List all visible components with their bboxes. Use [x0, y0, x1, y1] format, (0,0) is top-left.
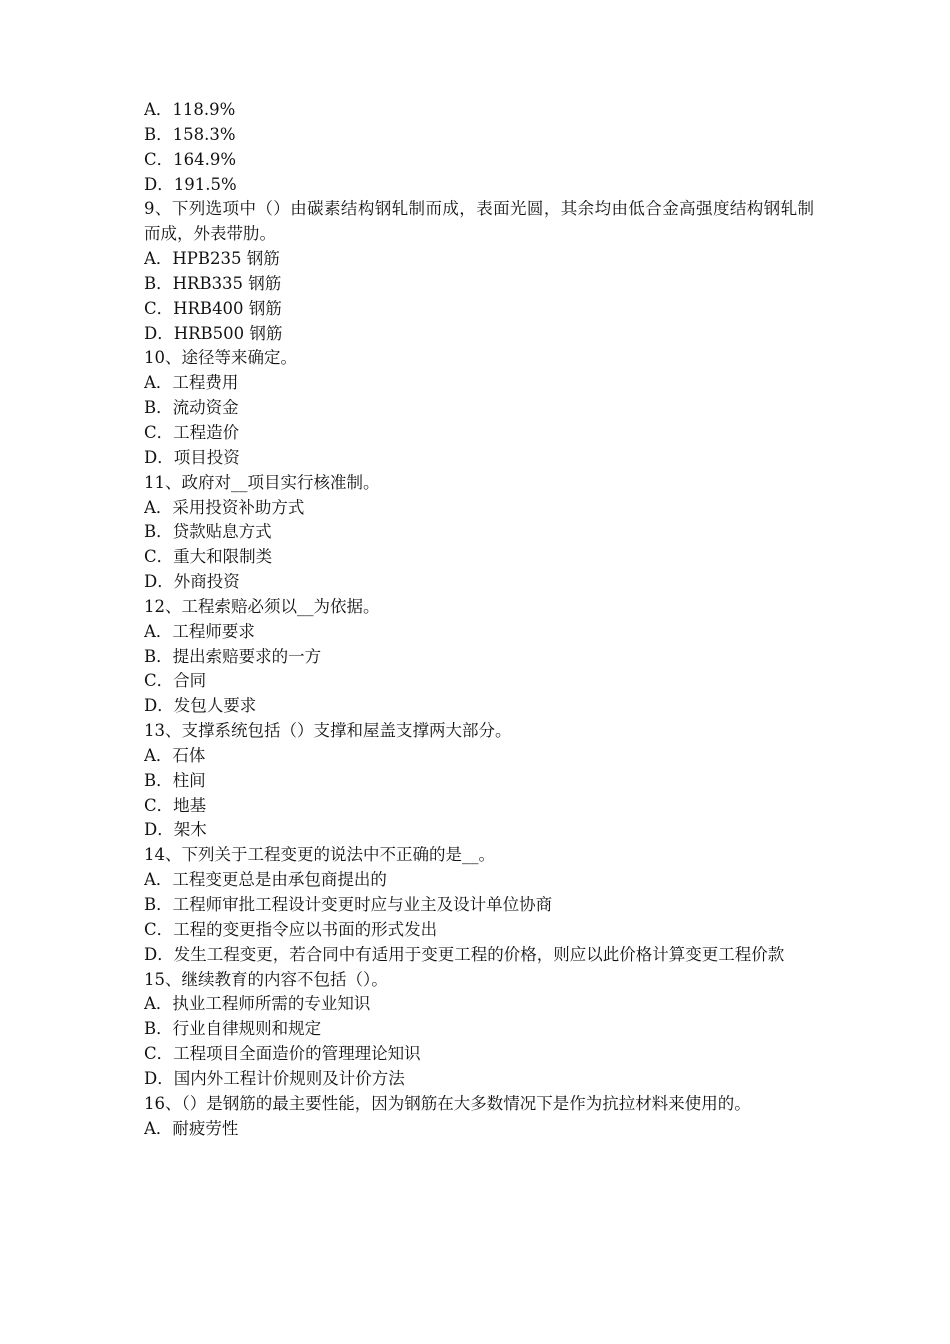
document-page — [144, 98, 814, 1141]
option-line: A．工程师要求 — [144, 621, 255, 641]
option-line: C．重大和限制类 — [144, 547, 273, 567]
option-line: C．工程的变更指令应以书面的形式发出 — [144, 919, 438, 939]
option-line: D．发生工程变更，若合同中有适用于变更工程的价格，则应以此价格计算变更工程价款 — [144, 944, 785, 964]
option-line: C．工程造价 — [144, 422, 240, 442]
option-line: A．采用投资补助方式 — [144, 497, 305, 517]
question-14: 14、下列关于工程变更的说法中不正确的是__。 — [144, 845, 495, 865]
option-line: A．118.9% — [144, 100, 236, 119]
question-9: 9、下列选项中（）由碳素结构钢轧制而成，表面光圆，其余均由低合金高强度结构钢轧制而成，外表带肋。 — [144, 199, 814, 244]
question-15: 15、继续教育的内容不包括（）。 — [144, 969, 388, 989]
option-line: D．项目投资 — [144, 447, 240, 467]
option-line: B．贷款贴息方式 — [144, 522, 272, 542]
option-line: B．工程师审批工程设计变更时应与业主及设计单位协商 — [144, 895, 553, 914]
question-10: 10、途径等来确定。 — [144, 348, 297, 368]
option-line: D．HRB500 钢筋 — [144, 323, 283, 343]
option-line: C．工程项目全面造价的管理理论知识 — [144, 1044, 421, 1064]
option-line: A．工程变更总是由承包商提出的 — [144, 870, 387, 890]
option-line: B．提出索赔要求的一方 — [144, 646, 322, 666]
option-line: A．执业工程师所需的专业知识 — [144, 994, 371, 1014]
option-line: A．石体 — [144, 745, 206, 765]
question-11: 11、政府对__项目实行核准制。 — [144, 472, 380, 492]
option-line: B．柱间 — [144, 770, 206, 790]
question-16: 16、（）是钢筋的最主要性能，因为钢筋在大多数情况下是作为抗拉材料来使用的。 — [144, 1093, 751, 1113]
option-line: C．164.9% — [144, 149, 237, 169]
option-line: B．流动资金 — [144, 398, 239, 418]
option-line: D．发包人要求 — [144, 696, 257, 716]
option-line: A．HPB235 钢筋 — [144, 249, 280, 269]
option-line: B．158.3% — [144, 124, 236, 144]
option-line: B．HRB335 钢筋 — [144, 273, 282, 293]
option-line: D．191.5% — [144, 174, 237, 194]
option-line: C．地基 — [144, 795, 207, 815]
option-line: D．国内外工程计价规则及计价方法 — [144, 1068, 405, 1088]
option-line: D．架木 — [144, 820, 207, 840]
option-line: B．行业自律规则和规定 — [144, 1019, 322, 1039]
option-line: A．工程费用 — [144, 373, 239, 393]
question-13: 13、支撑系统包括（）支撑和屋盖支撑两大部分。 — [144, 721, 512, 741]
option-line: D．外商投资 — [144, 572, 240, 592]
question-12: 12、工程索赔必须以__为依据。 — [144, 596, 380, 616]
option-line: A．耐疲劳性 — [144, 1118, 239, 1138]
option-line: C．合同 — [144, 671, 207, 691]
option-line: C．HRB400 钢筋 — [144, 298, 282, 318]
